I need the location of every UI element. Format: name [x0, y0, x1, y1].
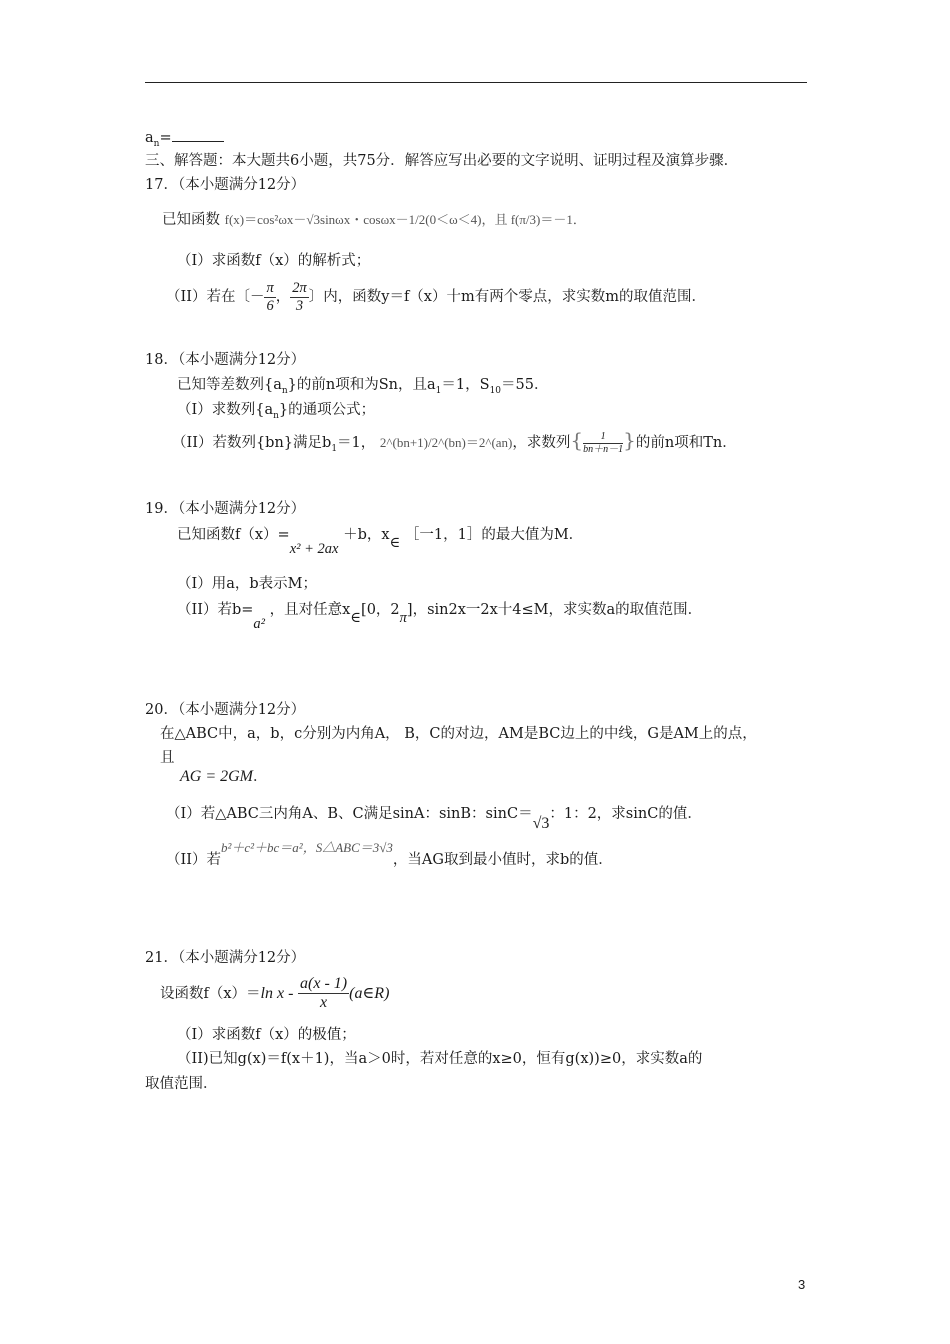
q18-part1-a: （I）求数列{a: [177, 402, 274, 418]
q18-line1-sub: n: [281, 385, 288, 396]
q20-part1-b: ：1：2，求sinC的值．: [549, 806, 702, 822]
q20-sqrt3: √3: [532, 815, 550, 832]
q17-fraction-2: [290, 280, 309, 314]
q20-part1-a: （I）若△ABC三内角A、B、C满足sinA：sinB：sinC＝: [166, 806, 533, 822]
q20-part1: [166, 804, 702, 832]
q18-frac-den: bn＋n－1: [583, 443, 624, 455]
q18-fraction: [583, 431, 623, 455]
q21-intro-a: 设函数f（x）＝: [160, 985, 261, 1002]
q21-tail: (a∈R): [349, 984, 390, 1002]
q19-intro-b: ＋b，x: [343, 527, 390, 543]
q19-element-of: ∈: [389, 535, 401, 551]
q19-intro-c: ［一1，1］的最大值为M．: [404, 527, 584, 543]
q19-part2-b: ，且对任意x: [269, 602, 351, 618]
q20-intro-2: [160, 750, 268, 787]
q17-formula: f(x)＝cos²ωx－√3sinωx・cosωx－1/2(0＜ω＜4)，且 f(π/3)＝－1．: [224, 212, 586, 227]
q21-frac-num: a(x - 1): [298, 975, 349, 994]
q21-part2: （II)已知g(x)＝f(x＋1)，当a＞0时，若对任意的x≥0，恒有g(x))≥0，求实数a的: [177, 1051, 703, 1067]
q18-line1-sub2: 1: [435, 385, 442, 396]
q18-line1-c: ＝1，S: [441, 377, 490, 393]
q19-part2-c: [0，2: [361, 602, 400, 618]
q18-part2-a: （II）若数列{bn}满足b: [172, 435, 332, 451]
q18-left-brace: {: [570, 428, 584, 452]
q19-title: 19．（本小题满分12分）: [145, 501, 306, 517]
q21-part2-cont: 取值范围．: [145, 1076, 218, 1092]
q17-part2: [166, 280, 706, 314]
q21-fraction: [298, 975, 349, 1013]
q19-part2-d: ]，sin2x一2x十4≤M，求实数a的取值范围．: [406, 602, 703, 618]
q17-part2-a: （II）若在〔－: [166, 289, 265, 306]
q18-title: 18．（本小题满分12分）: [145, 352, 306, 368]
q17-part2-b: 〕内，函数y＝f（x）十m有两个零点，求实数m的取值范围．: [308, 289, 706, 306]
q19-part2-formula: a²: [253, 616, 265, 632]
q19-part2-a: （II）若b=: [177, 602, 254, 618]
q19-intro-a: 已知函数f（x）=: [177, 527, 290, 543]
section-heading: 三、解答题：本大题共6小题，共75分．解答应写出必要的文字说明、证明过程及演算步骤．: [145, 153, 739, 169]
q19-part2-element-of: ∈: [350, 610, 362, 626]
an-label: a: [145, 130, 154, 146]
q20-formula: AG = 2GM: [180, 768, 254, 786]
q20-part2-b: ，当AG取到最小值时，求b的值．: [392, 852, 613, 868]
q18-frac-num: 1: [583, 431, 623, 444]
q17-intro-line: [162, 212, 586, 229]
q18-part1: [177, 402, 375, 422]
q21-intro: [160, 975, 389, 1013]
q19-part2-pi: π: [399, 610, 407, 626]
q17-frac1-den: 6: [266, 297, 274, 314]
q21-ln: ln x -: [260, 984, 294, 1002]
q18-line1-b: }的前n项和为Sn，且a: [287, 377, 436, 393]
an-equals: =: [159, 130, 172, 146]
answer-blank: [172, 140, 224, 142]
q17-title: 17．（本小题满分12分）: [145, 177, 306, 193]
answer-blank-line: [145, 130, 224, 150]
q17-comma: ，: [275, 289, 291, 306]
q17-frac2-num: 2π: [292, 280, 307, 296]
q19-part2: [177, 602, 703, 632]
q18-part2-c: ，求数列: [512, 435, 571, 451]
q18-line1-d: ＝55．: [501, 377, 549, 393]
q20-title: 20．（本小题满分12分）: [145, 702, 306, 718]
q18-part2-sub: 1: [331, 443, 338, 454]
an-subscript: n: [153, 138, 160, 149]
q19-intro: [177, 527, 584, 557]
q19-part1: （I）用a，b表示M；: [177, 576, 318, 592]
q20-line2-b: ．: [253, 769, 268, 786]
q21-frac-den: x: [320, 994, 328, 1012]
q18-intro: [177, 377, 548, 397]
q18-part1-sub: n: [273, 410, 279, 421]
q18-part2-b: ＝1，: [337, 435, 376, 451]
header-rule: [145, 82, 807, 83]
q18-line1-sub3: 10: [489, 385, 502, 396]
q20-part2: [166, 840, 613, 869]
q20-intro: 在△ABC中，a，b，c分别为内角A， B，C的对边，AM是BC边上的中线，G是AM上的点，: [160, 726, 757, 742]
q17-frac2-den: 3: [295, 297, 304, 314]
q18-part1-b: }的通项公式；: [278, 402, 376, 418]
q19-formula: x² + 2ax: [289, 541, 339, 557]
page-number: 3: [798, 1277, 806, 1292]
q21-title: 21．（本小题满分12分）: [145, 950, 306, 966]
q17-frac1-num: π: [266, 280, 274, 296]
q20-line2-a: 且: [160, 750, 175, 766]
q18-part2-d: 的前n项和Tn．: [635, 435, 737, 451]
q18-right-brace: }: [623, 428, 636, 452]
q20-part2-formula: b²＋c²＋bc＝a²，S△ABC＝3√3: [220, 840, 393, 855]
q21-part1: （I）求函数f（x）的极值；: [177, 1027, 356, 1043]
q17-intro: 已知函数: [162, 212, 220, 228]
q18-line1-a: 已知等差数列{a: [177, 377, 282, 393]
q17-fraction-1: [264, 280, 275, 314]
q18-formula: 2^(bn+1)/2^(bn)＝2^(an): [379, 435, 513, 450]
q17-part1: （I）求函数f（x）的解析式；: [177, 253, 371, 269]
q18-part2: [172, 428, 737, 455]
q20-part2-a: （II）若: [166, 852, 221, 868]
